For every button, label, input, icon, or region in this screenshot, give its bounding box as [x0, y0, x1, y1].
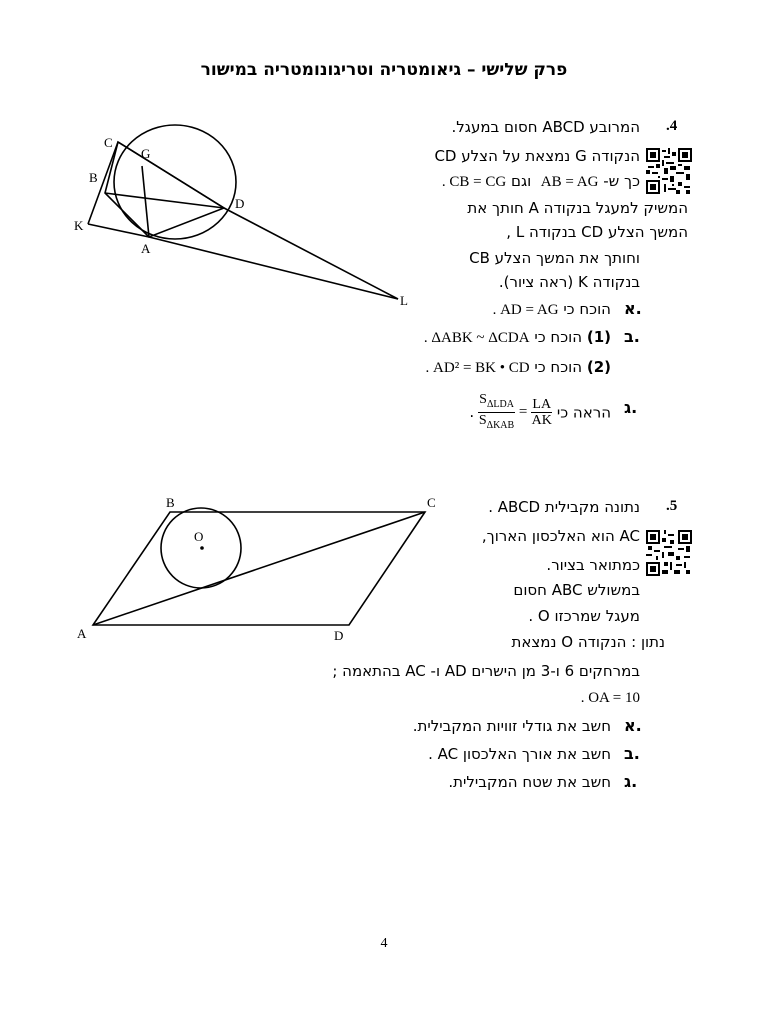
q4-number: .4 [666, 118, 678, 134]
q5-label-b: B [166, 495, 175, 510]
page-title: פרק שלישי – גיאומטריה וטריגונומטריה במישור [200, 60, 568, 80]
q5-line-2: AC הוא האלכסון הארוך, [481, 527, 640, 545]
q4-label-g: G [141, 146, 151, 161]
q5-part-b-letter: ב. [624, 744, 640, 763]
frac2-bottom: AK [531, 412, 552, 428]
q4-part-b2-num: (2) [586, 358, 611, 376]
q4-formula [469, 392, 552, 433]
q4-cond-and: וגם [511, 172, 532, 190]
q5-line-3: כמתואר בציור. [546, 556, 640, 574]
q5-line-4: במשולש ABC חסום [513, 581, 640, 599]
q4-line-5: המשך הצלע CD בנקודה L , [506, 223, 688, 241]
q5-part-c-letter: ג. [624, 772, 638, 791]
q4-cond-cb-cg: . CB = CG [441, 174, 507, 190]
q5-line-6: נתון : הנקודה O נמצאת [511, 633, 665, 651]
frac1-top: S [479, 392, 487, 407]
q5-label-c: C [427, 495, 436, 510]
q5-line-5: מעגל שמרכזו O . [528, 607, 640, 625]
q4-part-b1-math: . ΔABK ~ ΔCDA [423, 330, 530, 346]
q4-line-1: המרובע ABCD חסום במעגל. [451, 118, 640, 136]
q4-line-4: המשיק למעגל בנקודה A חותך את [467, 199, 688, 217]
q4-line-7: בנקודה K (ראה ציור). [498, 273, 640, 291]
q4-line-3 [442, 171, 640, 192]
q5-label-d: D [334, 628, 344, 643]
q4-part-a-math: . AD = AG [492, 302, 559, 318]
q4-line-6: וחותך את המשך הצלע CB [469, 249, 640, 267]
q4-label-b: B [89, 170, 98, 185]
q4-tangent-al [149, 237, 398, 299]
q5-oa: . OA = 10 [580, 690, 640, 706]
q4-label-a: A [141, 241, 151, 256]
q5-part-a-letter: א. [624, 716, 642, 735]
q4-part-c-text: הראה כי [556, 403, 611, 422]
q4-part-b-letter: ב. [624, 327, 640, 346]
qr-code-icon [646, 148, 692, 194]
q4-part-a [493, 299, 611, 320]
q4-part-b2 [426, 357, 611, 378]
frac1-top-sub: ΔLDA [486, 398, 514, 410]
q4-part-a-letter: א. [624, 299, 642, 318]
frac2-top: LA [532, 396, 552, 412]
q4-segment-cd [118, 142, 224, 208]
q4-part-a-text: הוכח כי [563, 300, 611, 318]
q4-circle [114, 125, 236, 239]
page-number: 4 [380, 936, 388, 951]
q4-part-c-letter: ג. [624, 398, 638, 417]
q4-label-d: D [235, 196, 245, 211]
formula-equals: = [518, 404, 528, 421]
q5-part-b-text: חשב את אורך האלכסון AC . [428, 745, 611, 763]
frac1-bottom-sub: ΔKAB [486, 419, 515, 431]
q4-part-c [469, 392, 611, 433]
area-ratio-fraction [478, 392, 515, 433]
q4-part-b2-math: . AD² = BK • CD [425, 360, 530, 376]
q5-line-1: נתונה מקבילית ABCD . [488, 498, 640, 516]
q4-label-k: K [74, 218, 84, 233]
q5-label-a: A [77, 626, 87, 641]
q4-part-b1-text: הוכח כי [534, 328, 583, 346]
q4-line-3-text: כך ש- [603, 172, 640, 190]
q4-segment-dl [224, 208, 398, 299]
q5-part-c-text: חשב את שטח המקבילית. [448, 773, 611, 791]
q4-part-b1-num: (1) [586, 328, 611, 346]
q4-part-b1 [424, 327, 611, 348]
frac1-bottom: S [478, 412, 487, 428]
q4-quadrilateral-abcd [105, 142, 224, 237]
q4-label-c: C [104, 135, 113, 150]
q5-line-7: במרחקים 6 ו-3 מן הישרים AD ו- AC בהתאמה ; [332, 662, 640, 680]
q4-figure-diagram [70, 115, 420, 320]
q4-part-b2-text: הוכח כי [534, 358, 583, 376]
q5-number: .5 [666, 498, 678, 514]
q4-segment-ka [88, 224, 149, 237]
q4-label-l: L [400, 293, 408, 308]
q4-line-2: הנקודה G נמצאת על הצלע CD [434, 147, 640, 165]
q4-segment-ag [142, 166, 149, 237]
q4-cond-ab-ag: AB = AG [540, 174, 599, 190]
q5-center-point [200, 546, 204, 550]
q5-part-a-text: חשב את גודלי זוויות המקבילית. [412, 717, 611, 735]
segment-ratio-fraction [531, 397, 552, 428]
q4-segment-bd [105, 193, 224, 208]
qr-code-icon [646, 530, 692, 576]
q5-figure-diagram [70, 490, 450, 650]
q5-diagonal-ac [93, 512, 425, 625]
formula-dot: . [469, 403, 475, 422]
q5-label-o: O [194, 529, 204, 544]
